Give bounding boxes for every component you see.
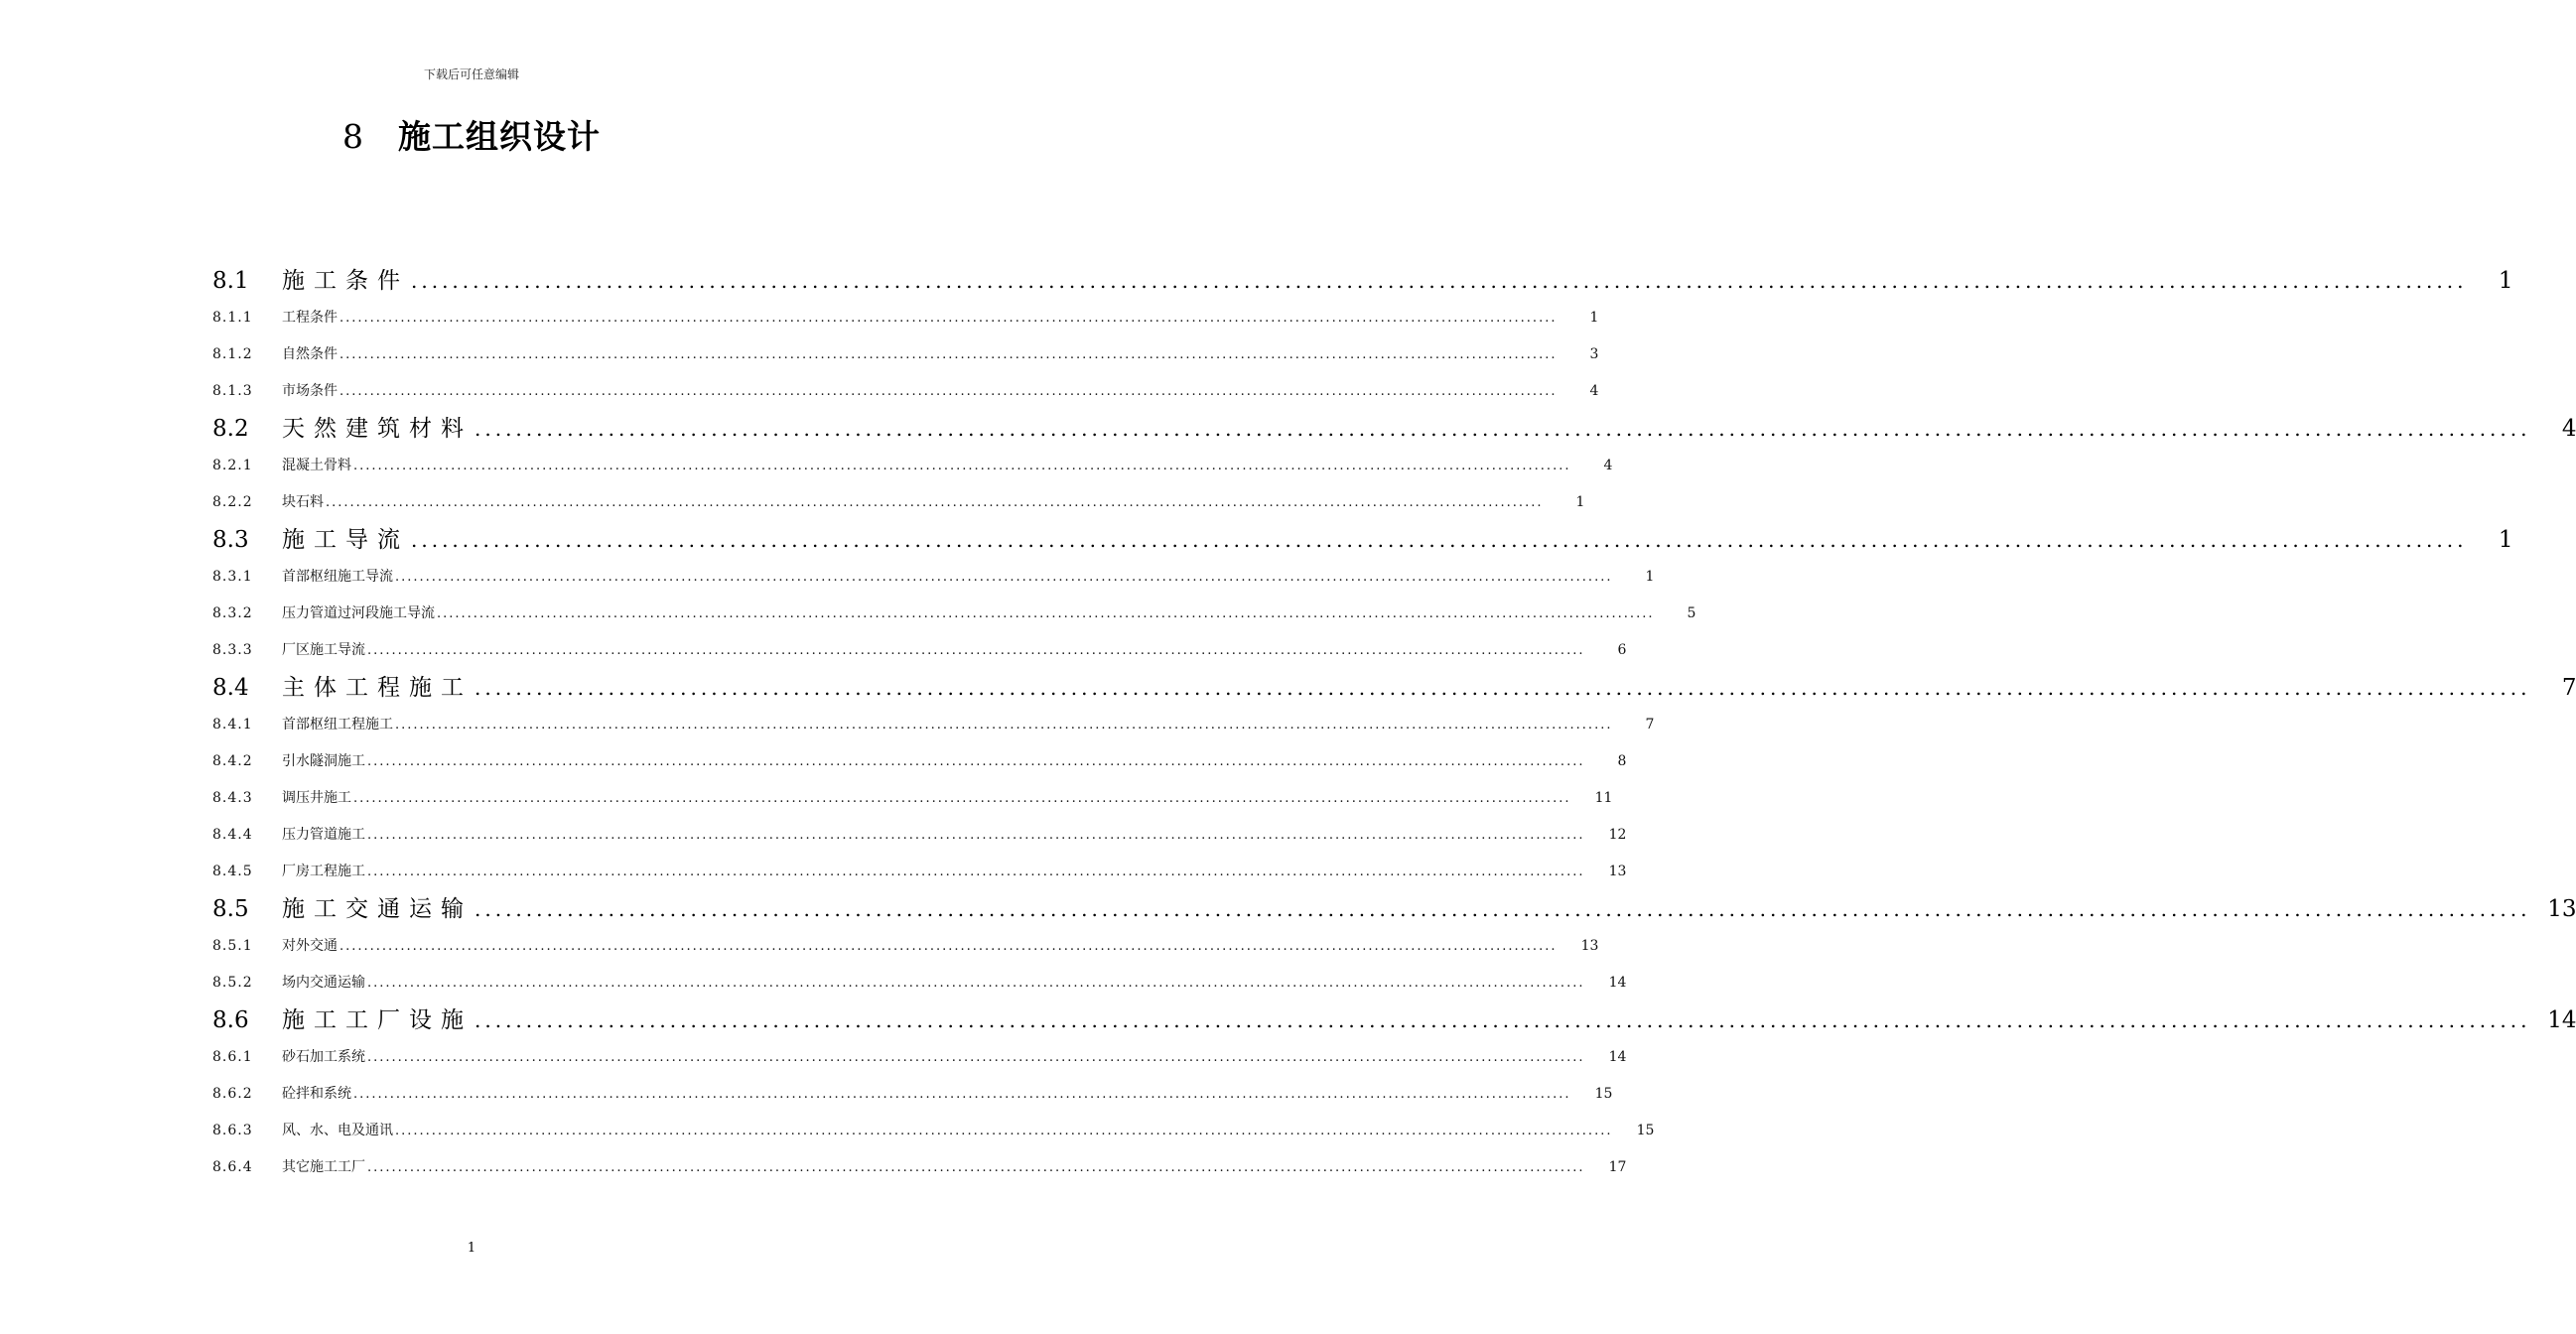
toc-dot-leader: ........................................................................................................................................................................................................ (367, 1160, 1585, 1175)
toc-subsection-row[interactable] (212, 596, 1696, 632)
toc-page-number: 1 (1575, 494, 1585, 510)
toc-dot-leader: ........................................................................................................................................................................................................ (339, 311, 1558, 326)
toc-number: 8.5.2 (212, 975, 253, 991)
toc-subsection-row[interactable] (212, 707, 1655, 743)
toc-page-number: 15 (1594, 1086, 1613, 1102)
toc-subsection-row[interactable] (212, 336, 1599, 373)
toc-title: 压力管道施工 (282, 827, 365, 843)
toc-subsection-row[interactable] (212, 1113, 1655, 1149)
toc-dot-leader: ........................................................................................................................................................................................................ (437, 606, 1655, 621)
toc-number: 8.6.2 (212, 1086, 253, 1102)
toc-title: 施工交通运输 (282, 896, 473, 922)
toc-page-number: 4 (2561, 416, 2576, 442)
toc-number: 8.6 (212, 1007, 249, 1033)
toc-dot-leader: ........................................................................................................................................................................................................ (353, 459, 1571, 473)
toc-number: 8.4.4 (212, 827, 253, 843)
toc-section-row[interactable] (212, 521, 2513, 559)
toc-dot-leader: ........................................................................................................................................................................................................ (353, 1087, 1571, 1102)
toc-title: 砼拌和系统 (282, 1086, 351, 1102)
toc-dot-leader: ........................................................................................................................................................................................................ (367, 976, 1585, 991)
toc-number: 8.3 (212, 527, 249, 553)
toc-page-number: 1 (1645, 569, 1655, 585)
toc-page-number: 17 (1608, 1159, 1627, 1175)
toc-title: 风、水、电及通讯 (282, 1123, 393, 1138)
toc-number: 8.2.2 (212, 494, 253, 510)
toc-dot-leader: ........................................................................................................................................................................................................ (395, 570, 1613, 585)
toc-page-number: 4 (1603, 458, 1613, 473)
toc-number: 8.4.1 (212, 717, 253, 733)
toc-dot-leader: ........................................................................................................................................................................................................ (395, 718, 1613, 733)
toc-subsection-row[interactable] (212, 484, 1585, 521)
toc-number: 8.6.4 (212, 1159, 253, 1175)
toc-title: 厂房工程施工 (282, 864, 365, 879)
toc-dot-leader: ........................................................................................................................................................................................................ (339, 347, 1558, 362)
toc-page-number: 1 (2498, 268, 2513, 294)
toc-dot-leader: ........................................................................................................................................................................................................ (475, 897, 2531, 921)
toc-dot-leader: ........................................................................................................................................................................................................ (475, 676, 2531, 700)
toc-subsection-row[interactable] (212, 559, 1655, 596)
toc-title: 其它施工工厂 (282, 1159, 365, 1175)
toc-number: 8.1.3 (212, 383, 253, 399)
toc-page-number: 7 (1645, 717, 1655, 733)
toc-page-number: 13 (1580, 938, 1599, 954)
toc-page-number: 13 (2547, 896, 2576, 922)
toc-title: 自然条件 (282, 346, 338, 362)
toc-dot-leader: ........................................................................................................................................................................................................ (367, 1050, 1585, 1065)
toc-number: 8.1.1 (212, 310, 253, 326)
toc-page-number: 7 (2561, 675, 2576, 701)
toc-dot-leader: ........................................................................................................................................................................................................ (339, 939, 1558, 954)
toc-page-number: 14 (2547, 1007, 2576, 1033)
toc-number: 8.1 (212, 268, 249, 294)
chapter-title-text: 施工组织设计 (398, 117, 601, 156)
toc-subsection-row[interactable] (212, 300, 1599, 336)
toc-section-row[interactable] (212, 262, 2513, 300)
toc-dot-leader: ........................................................................................................................................................................................................ (367, 828, 1585, 843)
toc-title: 场内交通运输 (282, 975, 365, 991)
toc-title: 砂石加工系统 (282, 1049, 365, 1065)
toc-dot-leader: ........................................................................................................................................................................................................ (411, 528, 2468, 552)
toc-page-number: 8 (1617, 753, 1627, 769)
toc-number: 8.3.2 (212, 605, 253, 621)
toc-subsection-row[interactable] (212, 1149, 1627, 1186)
toc-title: 调压井施工 (282, 790, 351, 806)
toc-subsection-row[interactable] (212, 928, 1599, 965)
header-note: 下载后可任意编辑 (423, 67, 519, 81)
toc-title: 天然建筑材料 (282, 416, 473, 442)
toc-page-number: 3 (1589, 346, 1599, 362)
toc-number: 8.4.5 (212, 864, 253, 879)
toc-subsection-row[interactable] (212, 1076, 1613, 1113)
toc-page-number: 11 (1594, 790, 1613, 806)
toc-number: 8.4.2 (212, 753, 253, 769)
toc-title: 首部枢纽施工导流 (282, 569, 393, 585)
toc-page-number: 1 (2498, 527, 2513, 553)
toc-subsection-row[interactable] (212, 632, 1627, 669)
toc-title: 工程条件 (282, 310, 338, 326)
toc-title: 压力管道过河段施工导流 (282, 605, 435, 621)
toc-subsection-row[interactable] (212, 1039, 1627, 1076)
toc-title: 对外交通 (282, 938, 338, 954)
toc-title: 引水隧洞施工 (282, 753, 365, 769)
toc-subsection-row[interactable] (212, 373, 1599, 410)
toc-number: 8.3.3 (212, 642, 253, 658)
toc-title: 厂区施工导流 (282, 642, 365, 658)
toc-section-row[interactable] (212, 669, 2576, 707)
toc-title: 主体工程施工 (282, 675, 473, 701)
toc-title: 混凝土骨料 (282, 458, 351, 473)
toc-title: 首部枢纽工程施工 (282, 717, 393, 733)
toc-page-number: 1 (1589, 310, 1599, 326)
toc-dot-leader: ........................................................................................................................................................................................................ (475, 417, 2531, 441)
toc-section-row[interactable] (212, 1001, 2576, 1039)
toc-dot-leader: ........................................................................................................................................................................................................ (367, 754, 1585, 769)
toc-subsection-row[interactable] (212, 448, 1613, 484)
toc-number: 8.6.1 (212, 1049, 253, 1065)
toc-number: 8.5.1 (212, 938, 253, 954)
toc-number: 8.1.2 (212, 346, 253, 362)
toc-number: 8.3.1 (212, 569, 253, 585)
toc-section-row[interactable] (212, 410, 2576, 448)
toc-number: 8.2 (212, 416, 249, 442)
toc-number: 8.4.3 (212, 790, 253, 806)
toc-title: 施工条件 (282, 268, 409, 294)
toc-dot-leader: ........................................................................................................................................................................................................ (326, 495, 1544, 510)
toc-number: 8.4 (212, 675, 249, 701)
toc-dot-leader: ........................................................................................................................................................................................................ (411, 269, 2468, 293)
toc-dot-leader: ........................................................................................................................................................................................................ (475, 1008, 2531, 1032)
toc-subsection-row[interactable] (212, 817, 1627, 854)
toc-subsection-row[interactable] (212, 780, 1613, 817)
chapter-number: 8 (342, 117, 364, 156)
toc-page-number: 14 (1608, 975, 1627, 991)
toc-subsection-row[interactable] (212, 743, 1627, 780)
toc-number: 8.2.1 (212, 458, 253, 473)
toc-title: 施工导流 (282, 527, 409, 553)
toc-subsection-row[interactable] (212, 854, 1627, 890)
toc-dot-leader: ........................................................................................................................................................................................................ (353, 791, 1571, 806)
toc-dot-leader: ........................................................................................................................................................................................................ (339, 384, 1558, 399)
chapter-title (0, 111, 943, 158)
toc-dot-leader: ........................................................................................................................................................................................................ (367, 865, 1585, 879)
toc-page-number: 6 (1617, 642, 1627, 658)
toc-page-number: 4 (1589, 383, 1599, 399)
toc-number: 8.5 (212, 896, 249, 922)
toc-page-number: 15 (1636, 1123, 1655, 1138)
toc-page-number: 5 (1687, 605, 1696, 621)
toc-title: 施工工厂设施 (282, 1007, 473, 1033)
toc-page-number: 12 (1608, 827, 1627, 843)
toc-subsection-row[interactable] (212, 965, 1627, 1001)
page-number: 1 (467, 1241, 476, 1256)
toc-title: 市场条件 (282, 383, 338, 399)
toc-number: 8.6.3 (212, 1123, 253, 1138)
toc-page-number: 14 (1608, 1049, 1627, 1065)
toc-title: 块石料 (282, 494, 324, 510)
toc-dot-leader: ........................................................................................................................................................................................................ (395, 1124, 1613, 1138)
toc-page-number: 13 (1608, 864, 1627, 879)
table-of-contents (212, 262, 2576, 1186)
toc-dot-leader: ........................................................................................................................................................................................................ (367, 643, 1585, 658)
toc-section-row[interactable] (212, 890, 2576, 928)
